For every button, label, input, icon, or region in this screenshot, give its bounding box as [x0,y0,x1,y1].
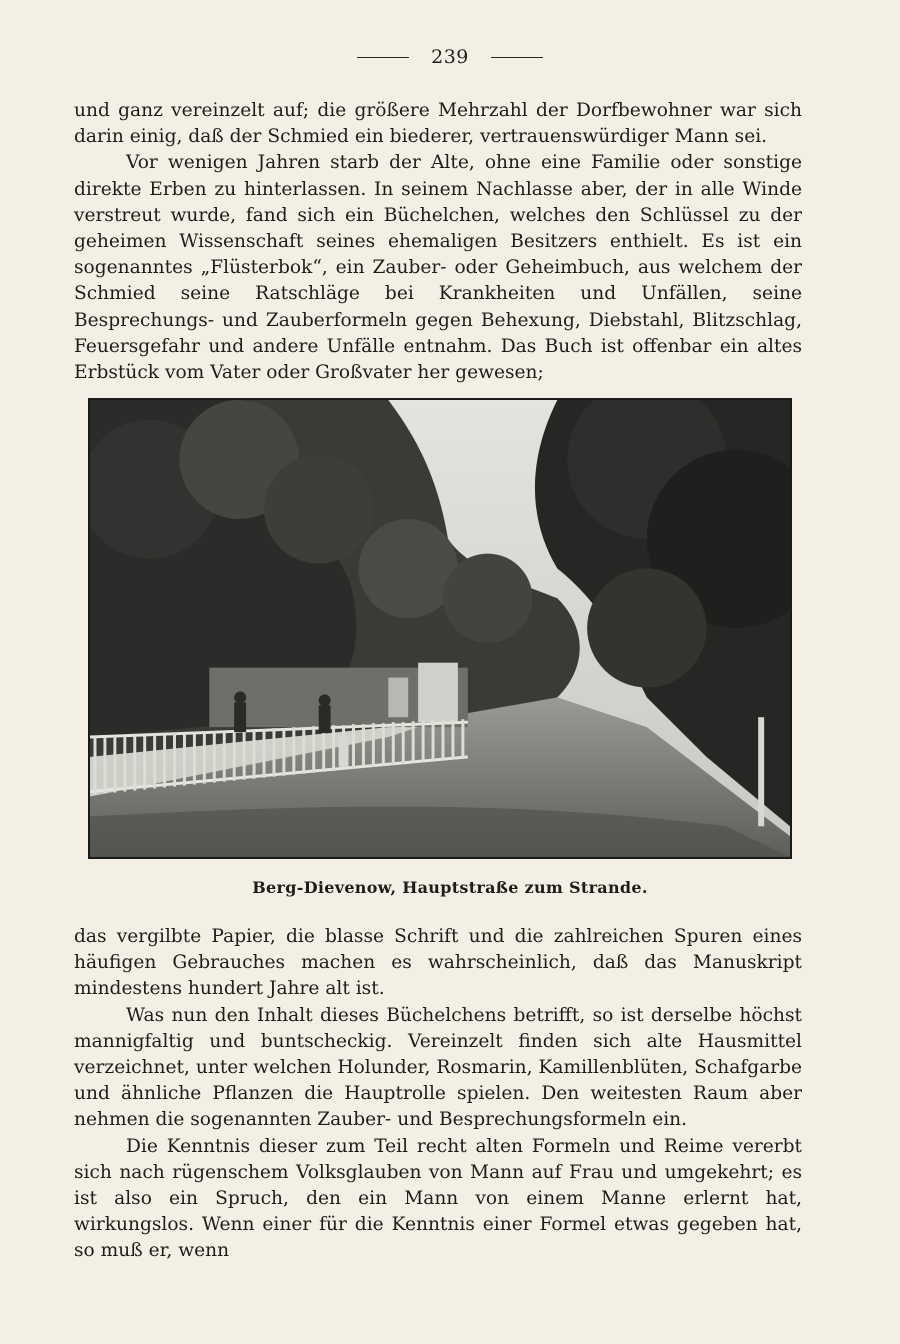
paragraph-5: Die Kenntnis dieser zum Teil recht alten Formeln und Reime vererbt sich nach rügenschem Volksglauben von Mann auf Frau und umgekehrt; es ist also ein Spruch, den ein Mann von einem Manne erlernt hat, wirkungslos. Wenn einer für die Kenntnis einer Formel etwas gegeben hat, so muß er, wenn [74,1135,802,1262]
paragraph-4: Was nun den Inhalt dieses Büchelchens betrifft, so ist derselbe höchst mannigfaltig und buntscheckig. Vereinzelt finden sich alte Hausmittel verzeichnet, unter welchen Holunder, Rosmarin, Kamillenblüten, Schafgarbe und ähnliche Pflanzen die Hauptrolle spielen. Den weitesten Raum aber nehmen die sogenannten Zauber- und Besprechungsformeln ein. [74,1004,802,1131]
right-post [758,717,764,826]
body-text-bottom [74,924,802,1265]
photo-figure [88,398,792,859]
street-photo [90,400,790,857]
figure-caption: Berg-Dievenow, Hauptstraße zum Strande. [252,878,648,897]
body-text-top [74,98,802,386]
page-number: 239 [431,46,469,68]
page-header [0,46,900,68]
header-rule-left [357,57,409,58]
header-rule-right [491,57,543,58]
paragraph-1: und ganz vereinzelt auf; die größere Mehrzahl der Dorfbewohner war sich darin einig, daß der Schmied ein biederer, vertrauenswürdiger Mann sei. [74,100,802,148]
paragraph-2: Vor wenigen Jahren starb der Alte, ohne eine Familie oder sonstige direkte Erben zu hinterlassen. In seinem Nachlasse aber, der in alle Winde verstreut wurde, fand sich ein Büchelchen, welches den Schlüssel zu der geheimen Wissenschaft seines ehemaligen Besitzers enthielt. Es ist ein sogenanntes „Flüsterbok“, ein Zauber- oder Geheimbuch, aus welchem der Schmied seine Ratschläge bei Krankheiten und Unfällen, seine Besprechungs- und Zauberformeln gegen Behexung, Diebstahl, Blitzschlag, Feuersgefahr und andere Unfälle entnahm. Das Buch ist offenbar ein altes Erbstück vom Vater oder Großvater her gewesen; [74,152,802,384]
paragraph-3: das vergilbte Papier, die blasse Schrift und die zahlreichen Spuren eines häufigen Gebrauches machen es wahrscheinlich, daß das Manuskript mindestens hundert Jahre alt ist. [74,926,802,1000]
